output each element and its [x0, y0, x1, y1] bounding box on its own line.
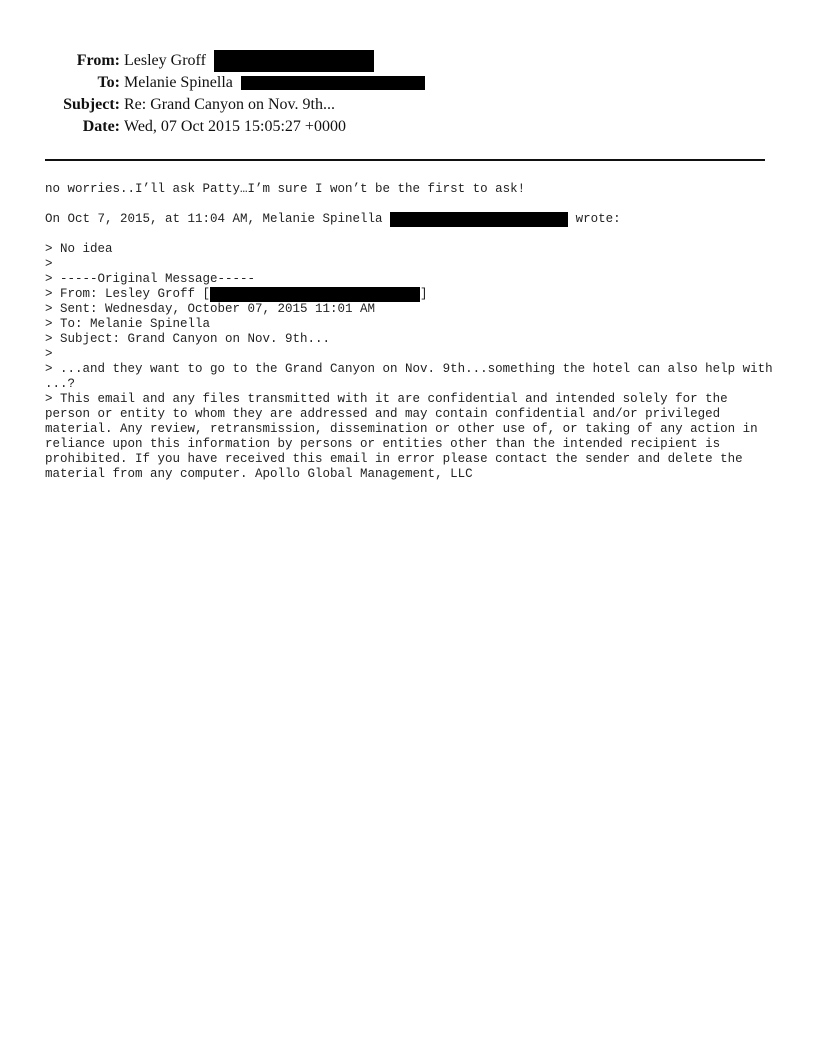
reply-text: no worries..I’ll ask Patty…I’m sure I won’t be the first to ask! — [45, 182, 526, 196]
date-label: Date: — [82, 118, 120, 135]
to-label: To: — [97, 74, 120, 91]
subject-row — [0, 94, 816, 116]
reply-attribution — [45, 212, 775, 227]
date-row — [0, 116, 816, 138]
from-value — [124, 50, 374, 72]
quoted-to: > To: Melanie Spinella — [45, 317, 211, 331]
from-row — [0, 50, 816, 72]
quoted-disclaimer: > This email and any files transmitted with it are confidential and intended solely for the person or entity to whom they are addressed and may contain confidential and/or privileged material. Any review, retransmission, dissemination or other use of, or taking of any action in reliance upon this information by persons or entities other than the intended recipient is prohibited. If you have received this email in error please contact the sender and delete the material from any computer. Apollo Global Management, LLC — [45, 392, 758, 481]
quoted-from-email-redaction — [210, 287, 420, 302]
quoted-message: > ...and they want to go to the Grand Canyon on Nov. 9th...something the hotel can also help with ...? — [45, 362, 773, 391]
header-divider — [45, 159, 765, 161]
to-email-redaction — [241, 76, 425, 90]
quoted-subject: > Subject: Grand Canyon on Nov. 9th... — [45, 332, 331, 346]
to-name: Melanie Spinella — [124, 74, 233, 91]
email-body — [45, 182, 775, 482]
quoted-line: > No idea — [45, 242, 113, 256]
from-email-redaction — [214, 50, 374, 72]
from-label: From: — [76, 52, 120, 69]
quoted-from-suffix: ] — [420, 287, 428, 301]
quoted-from-prefix: > From: Lesley Groff [ — [45, 287, 211, 301]
to-value — [124, 72, 425, 94]
subject-label: Subject: — [63, 96, 120, 113]
quoted-line: > — [45, 257, 53, 271]
attribution-email-redaction — [390, 212, 568, 227]
quoted-line: > — [45, 347, 53, 361]
quoted-from — [45, 287, 775, 302]
quoted-sent: > Sent: Wednesday, October 07, 2015 11:01 AM — [45, 302, 376, 316]
to-row — [0, 72, 816, 94]
quoted-original-header: > -----Original Message----- — [45, 272, 256, 286]
reply-attribution-suffix: wrote: — [568, 212, 621, 226]
email-header — [0, 50, 816, 138]
date-value: Wed, 07 Oct 2015 15:05:27 +0000 — [124, 118, 346, 135]
from-name: Lesley Groff — [124, 52, 206, 69]
subject-value: Re: Grand Canyon on Nov. 9th... — [124, 96, 335, 113]
reply-attribution-prefix: On Oct 7, 2015, at 11:04 AM, Melanie Spinella — [45, 212, 391, 226]
